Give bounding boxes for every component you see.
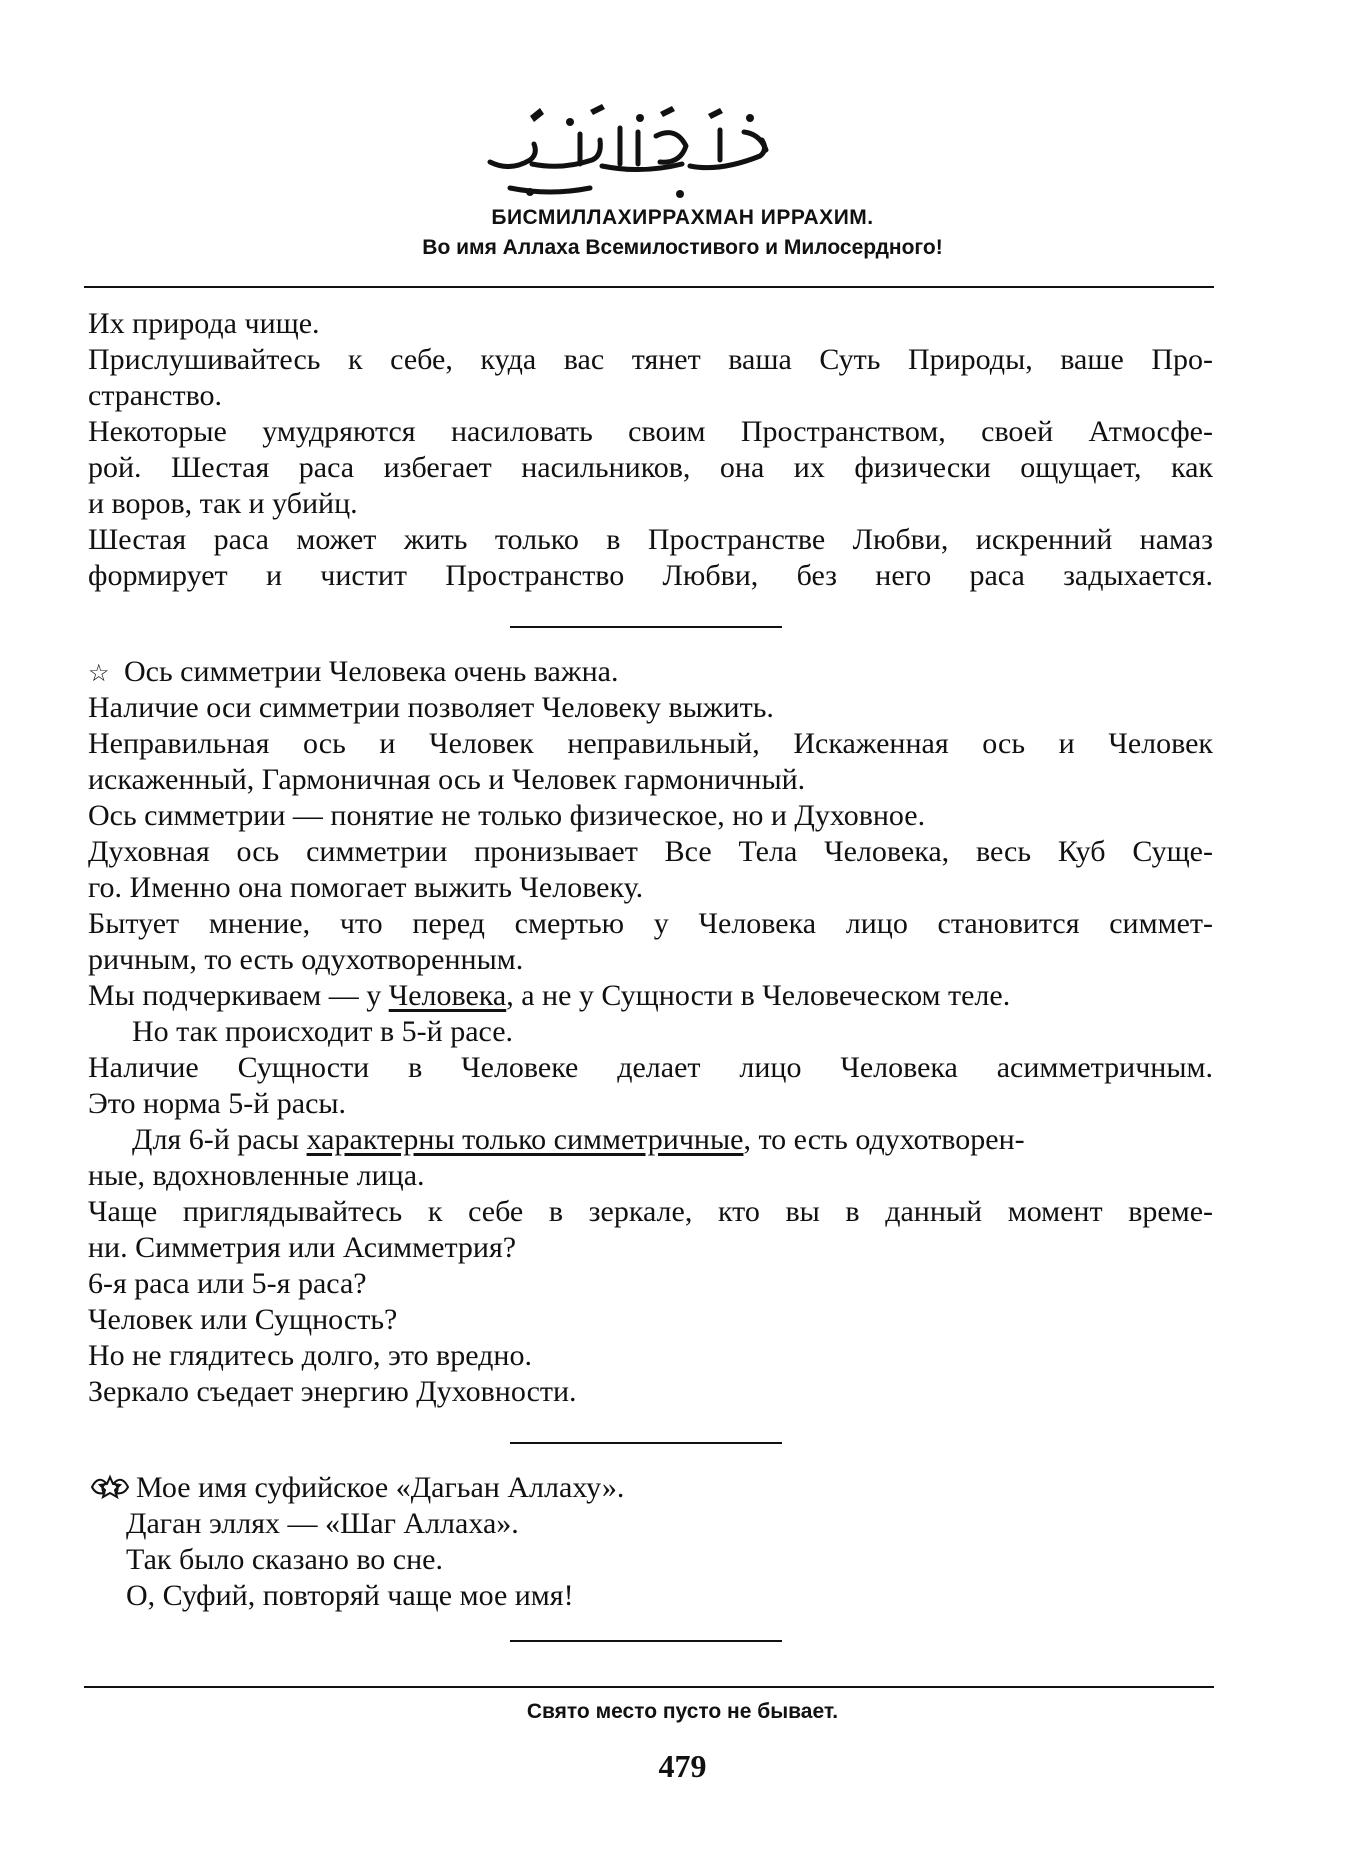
text-line: Чаще приглядывайтесь к себе в зеркале, кто вы в данный момент време- xyxy=(88,1195,1213,1228)
emph-line-before: Мы подчеркиваем — у xyxy=(88,979,389,1012)
race6-line-before: Для 6-й расы xyxy=(132,1123,307,1156)
section-1 xyxy=(88,306,1213,594)
text-line: Некоторые умудряются насиловать своим Пространством, своей Атмосфе- xyxy=(88,415,1213,448)
text-line xyxy=(88,978,1213,1014)
text-line: Это норма 5-й расы. xyxy=(88,1087,347,1120)
text-line: Ось симметрии — понятие не только физическое, но и Духовное. xyxy=(88,799,926,832)
text-line: Человек или Сущность? xyxy=(88,1303,398,1336)
text-line: Наличие Сущности в Человеке делает лицо Человека асимметричным. xyxy=(88,1051,1213,1084)
text-line xyxy=(88,1122,1213,1158)
footer-divider xyxy=(84,1686,1214,1688)
text-line: Неправильная ось и Человек неправильный, Искаженная ось и Человек xyxy=(88,727,1213,760)
text-line: Так было сказано во сне. xyxy=(126,1543,443,1576)
section-divider xyxy=(510,626,782,628)
text-line: Наличие оси симметрии позволяет Человеку выжить. xyxy=(88,691,774,724)
star-icon: ☆ xyxy=(88,661,110,687)
text-line: Но так происходит в 5-й расе. xyxy=(132,1015,514,1048)
text-line: ни. Симметрия или Асимметрия? xyxy=(88,1231,517,1264)
text-line: 6-я раса или 5-я раса? xyxy=(88,1267,367,1300)
header-title: БИСМИЛЛАХИРРАХМАН ИРРАХИМ. xyxy=(491,206,874,229)
text-line: Бытует мнение, что перед смертью у Человека лицо становится симмет- xyxy=(88,907,1213,940)
text-line: ные, вдохновленные лица. xyxy=(88,1159,425,1192)
text-line: формирует и чистит Пространство Любви, без него раса задыхается. xyxy=(88,559,1213,592)
race6-line-after: , то есть одухотворен- xyxy=(743,1123,1025,1156)
section-3-first-line: Мое имя суфийское «Дагьан Аллаху». xyxy=(136,1471,625,1504)
header-subtitle: Во имя Аллаха Всемилостивого и Милосердного! xyxy=(422,236,943,259)
header-divider xyxy=(84,286,1214,288)
text-line: Но не глядитесь долго, это вредно. xyxy=(88,1339,532,1372)
section-divider xyxy=(510,1640,782,1642)
section-2-first-line: Ось симметрии Человека очень важна. xyxy=(124,655,619,688)
sufi-symbol-icon xyxy=(88,1473,132,1501)
text-line: Их природа чище. xyxy=(88,307,320,340)
text-line xyxy=(88,654,1213,690)
text-line: странство. xyxy=(88,379,223,412)
text-line: Зеркало съедает энергию Духовности. xyxy=(88,1375,577,1408)
section-3 xyxy=(88,1470,1213,1614)
text-line: Шестая раса может жить только в Пространстве Любви, искренний намаз xyxy=(88,523,1213,556)
section-2 xyxy=(88,654,1213,1410)
text-line: рой. Шестая раса избегает насильников, она их физически ощущает, как xyxy=(88,451,1213,484)
text-line: и воров, так и убийц. xyxy=(88,487,358,520)
emph-line-underlined: Человека xyxy=(388,979,507,1012)
text-line: Духовная ось симметрии пронизывает Все Тела Человека, весь Куб Суще- xyxy=(88,835,1213,868)
basmala-calligraphy xyxy=(470,92,790,204)
text-line: Прислушивайтесь к себе, куда вас тянет ваша Суть Природы, ваше Про- xyxy=(88,343,1213,376)
footer-saying: Свято место пусто не бывает. xyxy=(526,1700,839,1723)
text-line: искаженный, Гармоничная ось и Человек гармоничный. xyxy=(88,763,806,796)
emph-line-after: , а не у Сущности в Человеческом теле. xyxy=(506,979,1011,1012)
page-number: 479 xyxy=(658,1748,707,1784)
race6-line-underlined: характерны только симметричные xyxy=(306,1123,744,1156)
text-line xyxy=(88,1470,1213,1506)
text-line: ричным, то есть одухотворенным. xyxy=(88,943,524,976)
section-divider xyxy=(510,1442,782,1444)
text-line: Даган эллях — «Шаг Аллаха». xyxy=(126,1507,519,1540)
text-line: О, Суфий, повторяй чаще мое имя! xyxy=(126,1579,574,1612)
text-line: го. Именно она помогает выжить Человеку. xyxy=(88,871,644,904)
